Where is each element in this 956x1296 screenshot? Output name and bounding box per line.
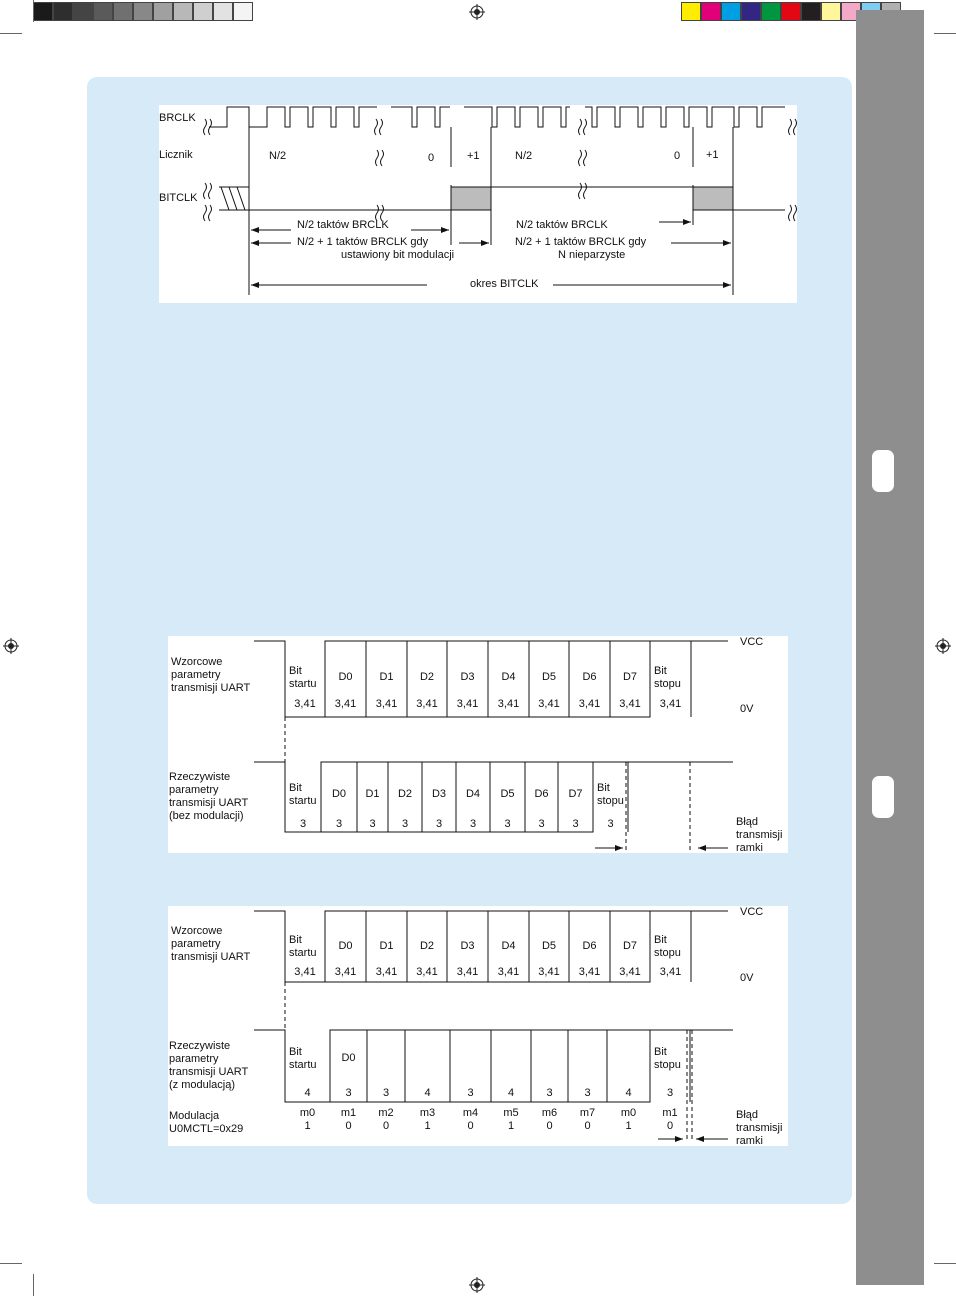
zero-volt-label: 0V bbox=[740, 972, 754, 984]
bit-name: Bit bbox=[654, 934, 667, 946]
modulation-bit-value: 1 bbox=[507, 1120, 515, 1132]
bit-duration: 3 bbox=[369, 818, 376, 830]
bit-name: startu bbox=[289, 1059, 317, 1071]
bit-duration: 3,41 bbox=[334, 698, 357, 710]
modulation-bit-value: 0 bbox=[546, 1120, 553, 1132]
bit-duration: 3 bbox=[335, 818, 343, 830]
bit-duration: 3,41 bbox=[659, 698, 682, 710]
actual-label: transmisji UART bbox=[169, 797, 249, 809]
bitclk-label: BITCLK bbox=[159, 192, 198, 204]
crop-mark bbox=[0, 1263, 22, 1264]
bit-name: D7 bbox=[568, 788, 583, 800]
grayscale-calibration-bar bbox=[33, 2, 253, 21]
bit-duration: 3 bbox=[469, 818, 477, 830]
bit-name: Bit bbox=[289, 934, 302, 946]
bit-duration: 3,41 bbox=[294, 698, 316, 710]
actual-label: Rzeczywiste bbox=[169, 771, 231, 783]
bit-name: stopu bbox=[597, 795, 624, 807]
bit-duration: 3 bbox=[467, 1087, 474, 1099]
bit-duration: 4 bbox=[625, 1087, 632, 1099]
color-swatch bbox=[681, 2, 701, 21]
bit-name: Bit bbox=[654, 1046, 667, 1058]
color-swatch bbox=[741, 2, 761, 21]
modulation-bit-name: m5 bbox=[503, 1107, 519, 1119]
bit-name: stopu bbox=[654, 678, 681, 690]
bit-duration: 3 bbox=[538, 818, 545, 830]
bit-duration: 3 bbox=[299, 818, 307, 830]
bitclk-timing-lines bbox=[159, 105, 797, 303]
bit-name: D3 bbox=[460, 940, 475, 952]
bit-name: D4 bbox=[501, 940, 516, 952]
bit-name: D4 bbox=[465, 788, 481, 800]
bit-duration: 3,41 bbox=[334, 966, 357, 978]
bitclk-extra-cycle-2 bbox=[693, 187, 733, 210]
reference-label: parametry bbox=[171, 938, 221, 950]
gray-swatch bbox=[173, 2, 193, 21]
modulation-bit-name: m3 bbox=[419, 1107, 436, 1119]
modulation-bit-value: 0 bbox=[345, 1120, 352, 1132]
bit-name: startu bbox=[289, 795, 317, 807]
registration-mark-icon bbox=[935, 638, 951, 654]
brclk-label: BRCLK bbox=[159, 112, 196, 124]
crop-mark bbox=[33, 0, 34, 22]
actual-label: parametry bbox=[169, 1053, 219, 1065]
counter-n2: N/2 bbox=[515, 150, 533, 162]
bit-name: Bit bbox=[289, 1046, 302, 1058]
bit-duration: 3 bbox=[666, 1087, 674, 1099]
bit-duration: 3,41 bbox=[375, 698, 398, 710]
reference-label: Wzorcowe bbox=[171, 656, 223, 668]
frame-error-label: ramki bbox=[736, 842, 763, 854]
bit-duration: 3,41 bbox=[538, 966, 560, 978]
actual-label: transmisji UART bbox=[169, 1066, 249, 1078]
uart-timing-with-modulation bbox=[168, 906, 788, 1146]
bit-name: D3 bbox=[431, 788, 447, 800]
vcc-label: VCC bbox=[740, 636, 764, 648]
gray-swatch bbox=[133, 2, 153, 21]
modulation-bit-value: 1 bbox=[625, 1120, 632, 1132]
bit-duration: 3 bbox=[382, 1087, 390, 1099]
modulation-label: Modulacja bbox=[169, 1110, 220, 1122]
bit-duration: 3,41 bbox=[456, 698, 479, 710]
bit-duration: 4 bbox=[507, 1087, 515, 1099]
registration-mark-icon bbox=[3, 638, 19, 654]
licznik-label: Licznik bbox=[159, 149, 193, 161]
bit-name: D1 bbox=[379, 940, 394, 952]
modulation-bit-value: 0 bbox=[467, 1120, 474, 1132]
bit-name: D2 bbox=[419, 671, 435, 683]
bit-duration: 4 bbox=[424, 1087, 431, 1099]
chapter-side-tab bbox=[856, 10, 924, 1285]
counter-plus1: +1 bbox=[706, 149, 719, 161]
frame-error-label: transmisji bbox=[736, 829, 783, 841]
modulation-bit-value: 0 bbox=[382, 1120, 390, 1132]
modulation-bit-value: 1 bbox=[304, 1120, 311, 1132]
side-tab-notch bbox=[872, 776, 894, 818]
color-swatch bbox=[701, 2, 721, 21]
bit-name: D0 bbox=[341, 1052, 356, 1064]
bit-name: D6 bbox=[582, 940, 597, 952]
registration-mark-icon bbox=[469, 4, 485, 20]
bit-duration: 3 bbox=[584, 1087, 591, 1099]
bit-name: D2 bbox=[397, 788, 413, 800]
modulation-bit-name: m1 bbox=[662, 1107, 678, 1119]
bit-duration: 4 bbox=[304, 1087, 311, 1099]
bit-name: Bit bbox=[654, 665, 667, 677]
modulation-label: U0MCTL=0x29 bbox=[169, 1123, 244, 1135]
color-swatch bbox=[761, 2, 781, 21]
bit-duration: 3,41 bbox=[497, 966, 520, 978]
frame-error-label: Błąd bbox=[736, 1109, 759, 1121]
bit-duration: 3,41 bbox=[619, 966, 641, 978]
bit-duration: 3,41 bbox=[375, 966, 398, 978]
reference-label: parametry bbox=[171, 669, 221, 681]
brclk-waveform bbox=[209, 107, 377, 127]
odd-n-note: N nieparzyste bbox=[558, 249, 626, 261]
bitclk-extra-cycle-1 bbox=[451, 187, 491, 210]
bit-name: D3 bbox=[460, 671, 475, 683]
bit-name: startu bbox=[289, 947, 317, 959]
counter-plus1: +1 bbox=[467, 150, 480, 162]
bit-duration: 3 bbox=[401, 818, 409, 830]
half-period-label: N/2 taktów BRCLK bbox=[297, 219, 389, 231]
bit-name: D5 bbox=[500, 788, 515, 800]
bit-duration: 3,41 bbox=[497, 698, 520, 710]
actual-label: (bez modulacji) bbox=[169, 810, 244, 822]
bit-duration: 3,41 bbox=[578, 966, 601, 978]
frame-error-label: Błąd bbox=[736, 816, 759, 828]
bit-duration: 3,41 bbox=[619, 698, 641, 710]
registration-mark-icon bbox=[469, 1277, 485, 1293]
bit-duration: 3,41 bbox=[416, 966, 438, 978]
bit-duration: 3 bbox=[607, 818, 614, 830]
actual-label: parametry bbox=[169, 784, 219, 796]
modulation-bit-value: 0 bbox=[584, 1120, 591, 1132]
counter-zero: 0 bbox=[428, 152, 435, 164]
reference-label: transmisji UART bbox=[171, 951, 251, 963]
bit-name: D7 bbox=[622, 940, 638, 952]
gray-swatch bbox=[93, 2, 113, 21]
crop-mark bbox=[934, 33, 956, 34]
bit-name: D5 bbox=[541, 671, 557, 683]
bit-name: D0 bbox=[338, 671, 353, 683]
bit-duration: 3 bbox=[546, 1087, 553, 1099]
modulation-note: N/2 + 1 taktów BRCLK gdy bbox=[297, 236, 429, 248]
bit-name: D4 bbox=[501, 671, 516, 683]
bit-duration: 3 bbox=[345, 1087, 352, 1099]
color-swatch bbox=[721, 2, 741, 21]
modulation-bit-name: m6 bbox=[541, 1107, 558, 1119]
bit-name: D1 bbox=[379, 671, 394, 683]
side-tab-notch bbox=[872, 450, 894, 492]
bit-name: D1 bbox=[365, 788, 380, 800]
bit-name: startu bbox=[289, 678, 317, 690]
color-swatch bbox=[781, 2, 801, 21]
modulation-bit-name: m1 bbox=[340, 1107, 357, 1119]
uart-timing-no-modulation bbox=[168, 636, 788, 853]
bitclk-period-label: okres BITCLK bbox=[470, 278, 539, 290]
modulation-bit-name: m4 bbox=[462, 1107, 479, 1119]
gray-swatch bbox=[113, 2, 133, 21]
gray-swatch bbox=[73, 2, 93, 21]
color-swatch bbox=[821, 2, 841, 21]
frame-error-label: transmisji bbox=[736, 1122, 783, 1134]
bit-name: D0 bbox=[331, 788, 347, 800]
modulation-bit-value: 0 bbox=[666, 1120, 674, 1132]
modulation-bit-name: m2 bbox=[378, 1107, 394, 1119]
gray-swatch bbox=[233, 2, 253, 21]
bit-duration: 3,41 bbox=[294, 966, 316, 978]
reference-label: transmisji UART bbox=[171, 682, 251, 694]
bit-name: D2 bbox=[419, 940, 435, 952]
bit-duration: 3,41 bbox=[538, 698, 560, 710]
counter-zero: 0 bbox=[674, 150, 681, 162]
bit-name: D0 bbox=[338, 940, 353, 952]
modulation-bit-name: m0 bbox=[620, 1107, 637, 1119]
bit-duration: 3 bbox=[435, 818, 443, 830]
bit-name: D6 bbox=[582, 671, 597, 683]
odd-n-note: N/2 + 1 taktów BRCLK gdy bbox=[515, 236, 647, 248]
modulation-bit-name: m0 bbox=[299, 1107, 316, 1119]
bit-duration: 3 bbox=[572, 818, 579, 830]
gray-swatch bbox=[33, 2, 53, 21]
frame-error-label: ramki bbox=[736, 1135, 763, 1147]
bit-name: D7 bbox=[622, 671, 638, 683]
vcc-label: VCC bbox=[740, 906, 764, 918]
reference-label: Wzorcowe bbox=[171, 925, 223, 937]
bit-name: Bit bbox=[289, 665, 302, 677]
gray-swatch bbox=[153, 2, 173, 21]
bit-duration: 3,41 bbox=[416, 698, 438, 710]
bit-duration: 3,41 bbox=[578, 698, 601, 710]
zero-volt-label: 0V bbox=[740, 703, 754, 715]
counter-n2: N/2 bbox=[269, 150, 287, 162]
gray-swatch bbox=[53, 2, 73, 21]
bitclk-timing-diagram bbox=[159, 105, 797, 303]
bit-name: stopu bbox=[654, 947, 681, 959]
modulation-note: ustawiony bit modulacji bbox=[341, 249, 455, 261]
crop-mark bbox=[33, 1274, 34, 1296]
actual-label: Rzeczywiste bbox=[169, 1040, 231, 1052]
half-period-label: N/2 taktów BRCLK bbox=[516, 219, 608, 231]
gray-swatch bbox=[213, 2, 233, 21]
bit-name: Bit bbox=[289, 782, 302, 794]
bit-duration: 3 bbox=[504, 818, 511, 830]
bit-name: stopu bbox=[654, 1059, 681, 1071]
bit-name: Bit bbox=[597, 782, 610, 794]
actual-label: (z modulacją) bbox=[169, 1079, 236, 1091]
bit-duration: 3,41 bbox=[659, 966, 682, 978]
color-swatch bbox=[801, 2, 821, 21]
gray-swatch bbox=[193, 2, 213, 21]
bit-name: D5 bbox=[541, 940, 557, 952]
crop-mark bbox=[0, 33, 22, 34]
modulation-bit-value: 1 bbox=[424, 1120, 431, 1132]
modulation-bit-name: m7 bbox=[579, 1107, 596, 1119]
crop-mark bbox=[934, 1263, 956, 1264]
bit-name: D6 bbox=[534, 788, 549, 800]
bit-duration: 3,41 bbox=[456, 966, 479, 978]
